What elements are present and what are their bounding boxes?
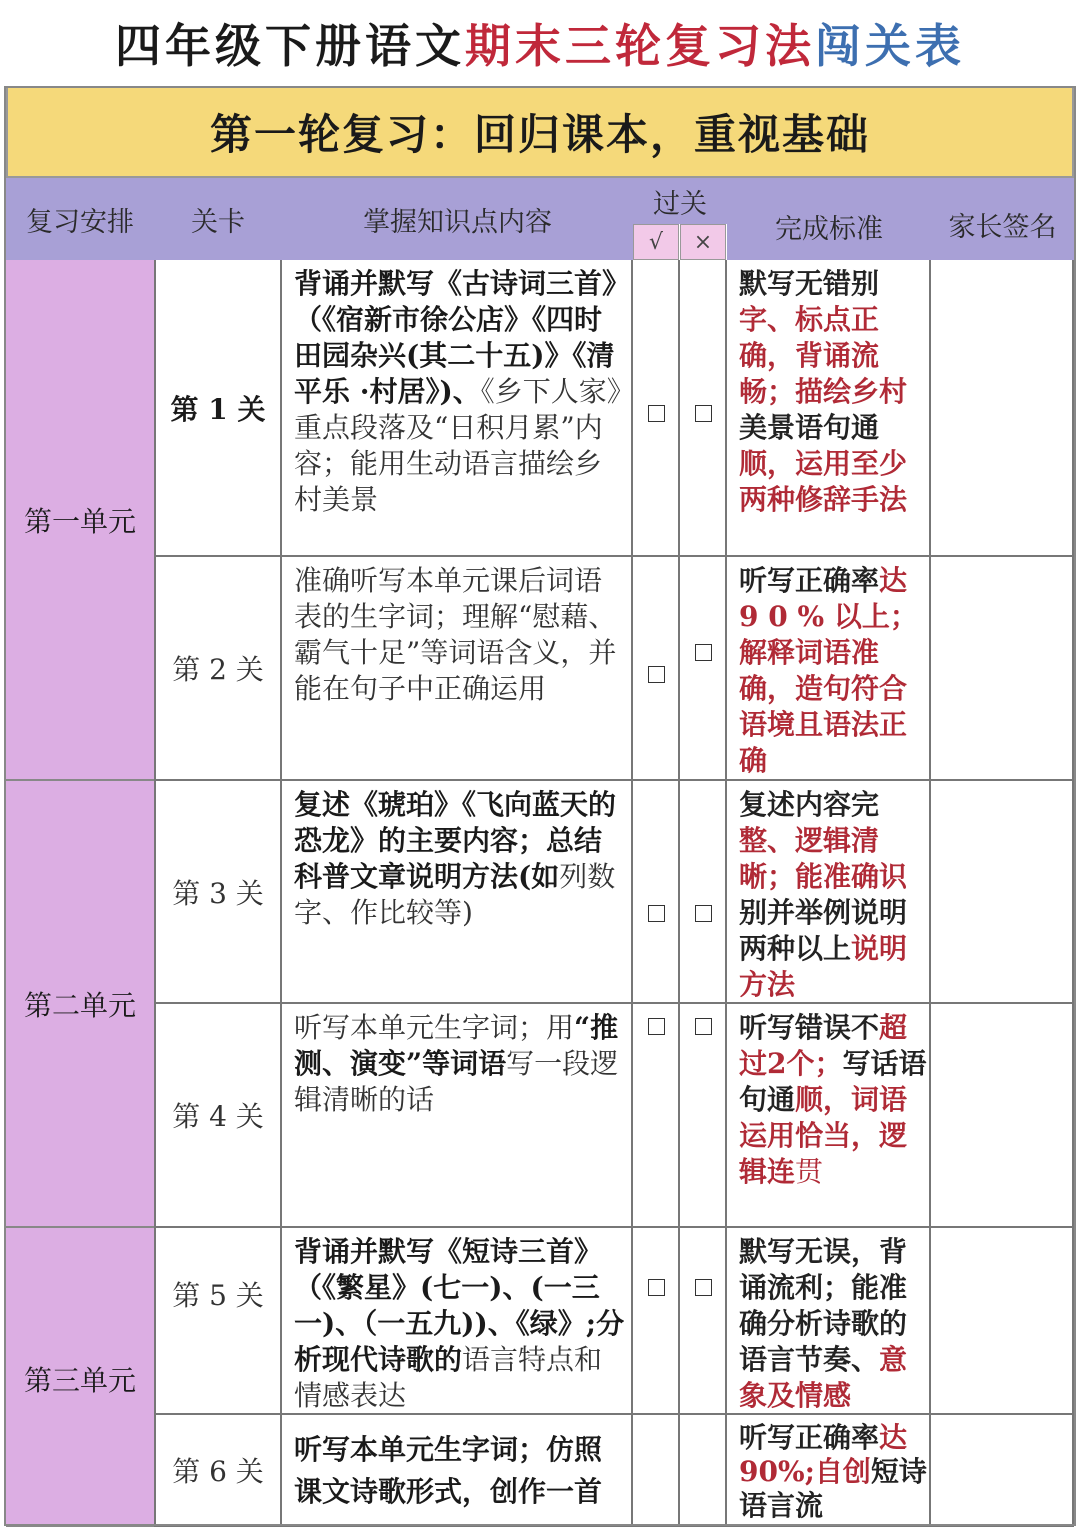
knowledge-content: 听写本单元生字词；用“推测、演变”等词语写一段逻辑清晰的话 xyxy=(282,1004,633,1228)
standard-text: 听写正确率达 9 0 % 以上；解释词语准确，造句符合语境且语法正确 xyxy=(727,557,931,781)
knowledge-content: 背诵并默写《古诗词三首》（《宿新市徐公店》《四时田园杂兴(其二十五)》《清平乐 ·村居》)、《乡下人家》重点段落及“日积月累”内容；能用生动语言描绘乡村美景 xyxy=(282,260,633,557)
knowledge-content: 准确听写本单元课后词语表的生字词；理解“慰藉、霸气十足”等词语含义，并能在句子中正确运用 xyxy=(282,557,633,781)
standard-text: 听写正确率达90%;自创短诗语言流 xyxy=(727,1415,931,1527)
fail-checkbox[interactable] xyxy=(695,1018,712,1035)
header-pass: 过关 xyxy=(633,178,727,224)
pass-checkbox[interactable] xyxy=(648,1279,665,1296)
level-label: 第 1 关 xyxy=(170,392,266,426)
level-label: 第 2 关 xyxy=(172,653,264,686)
header-level: 关卡 xyxy=(154,178,282,260)
title-table: 闯关表 xyxy=(815,19,965,73)
title-method: 期末三轮复习法 xyxy=(465,19,815,73)
level-label: 第 3 关 xyxy=(172,876,264,910)
pass-yes-cell xyxy=(633,1415,680,1527)
parent-signature-cell[interactable] xyxy=(931,1415,1074,1527)
page-title xyxy=(0,0,1080,86)
knowledge-content: 复述《琥珀》《飞向蓝天的恐龙》的主要内容；总结科普文章说明方法(如列数字、作比较等) xyxy=(282,781,633,1004)
title-grade: 四年级下册语文 xyxy=(115,19,465,73)
knowledge-content: 背诵并默写《短诗三首》（《繁星》(七一)、(一三一)、（一五九))、《绿》;分析现代诗歌的语言特点和情感表达 xyxy=(282,1228,633,1415)
pass-checkbox[interactable] xyxy=(648,405,665,422)
header-sign: 家长签名 xyxy=(931,178,1074,260)
pass-checkbox[interactable] xyxy=(648,1018,665,1035)
header-arrange: 复习安排 xyxy=(6,178,154,260)
pass-yes-cell xyxy=(633,1228,680,1415)
level-label: 第 4 关 xyxy=(172,1100,264,1133)
fail-checkbox[interactable] xyxy=(695,405,712,422)
parent-signature-cell[interactable] xyxy=(931,1228,1074,1415)
pass-checkbox[interactable] xyxy=(648,666,665,683)
header-standard: 完成标准 xyxy=(727,178,931,260)
parent-signature-cell[interactable] xyxy=(931,260,1074,557)
standard-text: 复述内容完整、逻辑清晰；能准确识别并举例说明两种以上说明方法 xyxy=(727,781,931,1004)
pass-checkbox[interactable] xyxy=(648,905,665,922)
pass-no-cell xyxy=(680,557,727,781)
header-content: 掌握知识点内容 xyxy=(282,178,633,260)
header-pass-no: × xyxy=(680,224,726,260)
standard-text: 默写无误，背诵流利；能准确分析诗歌的语言节奏、意象及情感 xyxy=(727,1228,931,1415)
level-label: 第 5 关 xyxy=(172,1279,264,1312)
parent-signature-cell[interactable] xyxy=(931,781,1074,1004)
fail-checkbox[interactable] xyxy=(695,905,712,922)
standard-text: 默写无错别字、标点正确，背诵流畅；描绘乡村美景语句通顺，运用至少两种修辞手法 xyxy=(727,260,931,557)
unit-2: 第二单元 xyxy=(6,781,154,1228)
unit-1: 第一单元 xyxy=(6,260,154,781)
pass-no-cell xyxy=(680,1415,727,1527)
header-pass-yes: √ xyxy=(633,224,679,260)
knowledge-content: 听写本单元生字词；仿照课文诗歌形式，创作一首 xyxy=(282,1415,633,1527)
fail-checkbox[interactable] xyxy=(695,644,712,661)
round-banner: 第一轮复习：回归课本，重视基础 xyxy=(6,86,1074,178)
pass-no-cell xyxy=(680,781,727,1004)
parent-signature-cell[interactable] xyxy=(931,1004,1074,1228)
parent-signature-cell[interactable] xyxy=(931,557,1074,781)
pass-no-cell xyxy=(680,1228,727,1415)
pass-yes-cell xyxy=(633,1004,680,1228)
pass-no-cell xyxy=(680,1004,727,1228)
standard-text: 听写错误不超过2个；写话语句通顺，词语运用恰当，逻辑连贯 xyxy=(727,1004,931,1228)
fail-checkbox[interactable] xyxy=(695,1279,712,1296)
unit-3: 第三单元 xyxy=(6,1228,154,1527)
pass-yes-cell xyxy=(633,781,680,1004)
level-label: 第 6 关 xyxy=(172,1455,264,1488)
